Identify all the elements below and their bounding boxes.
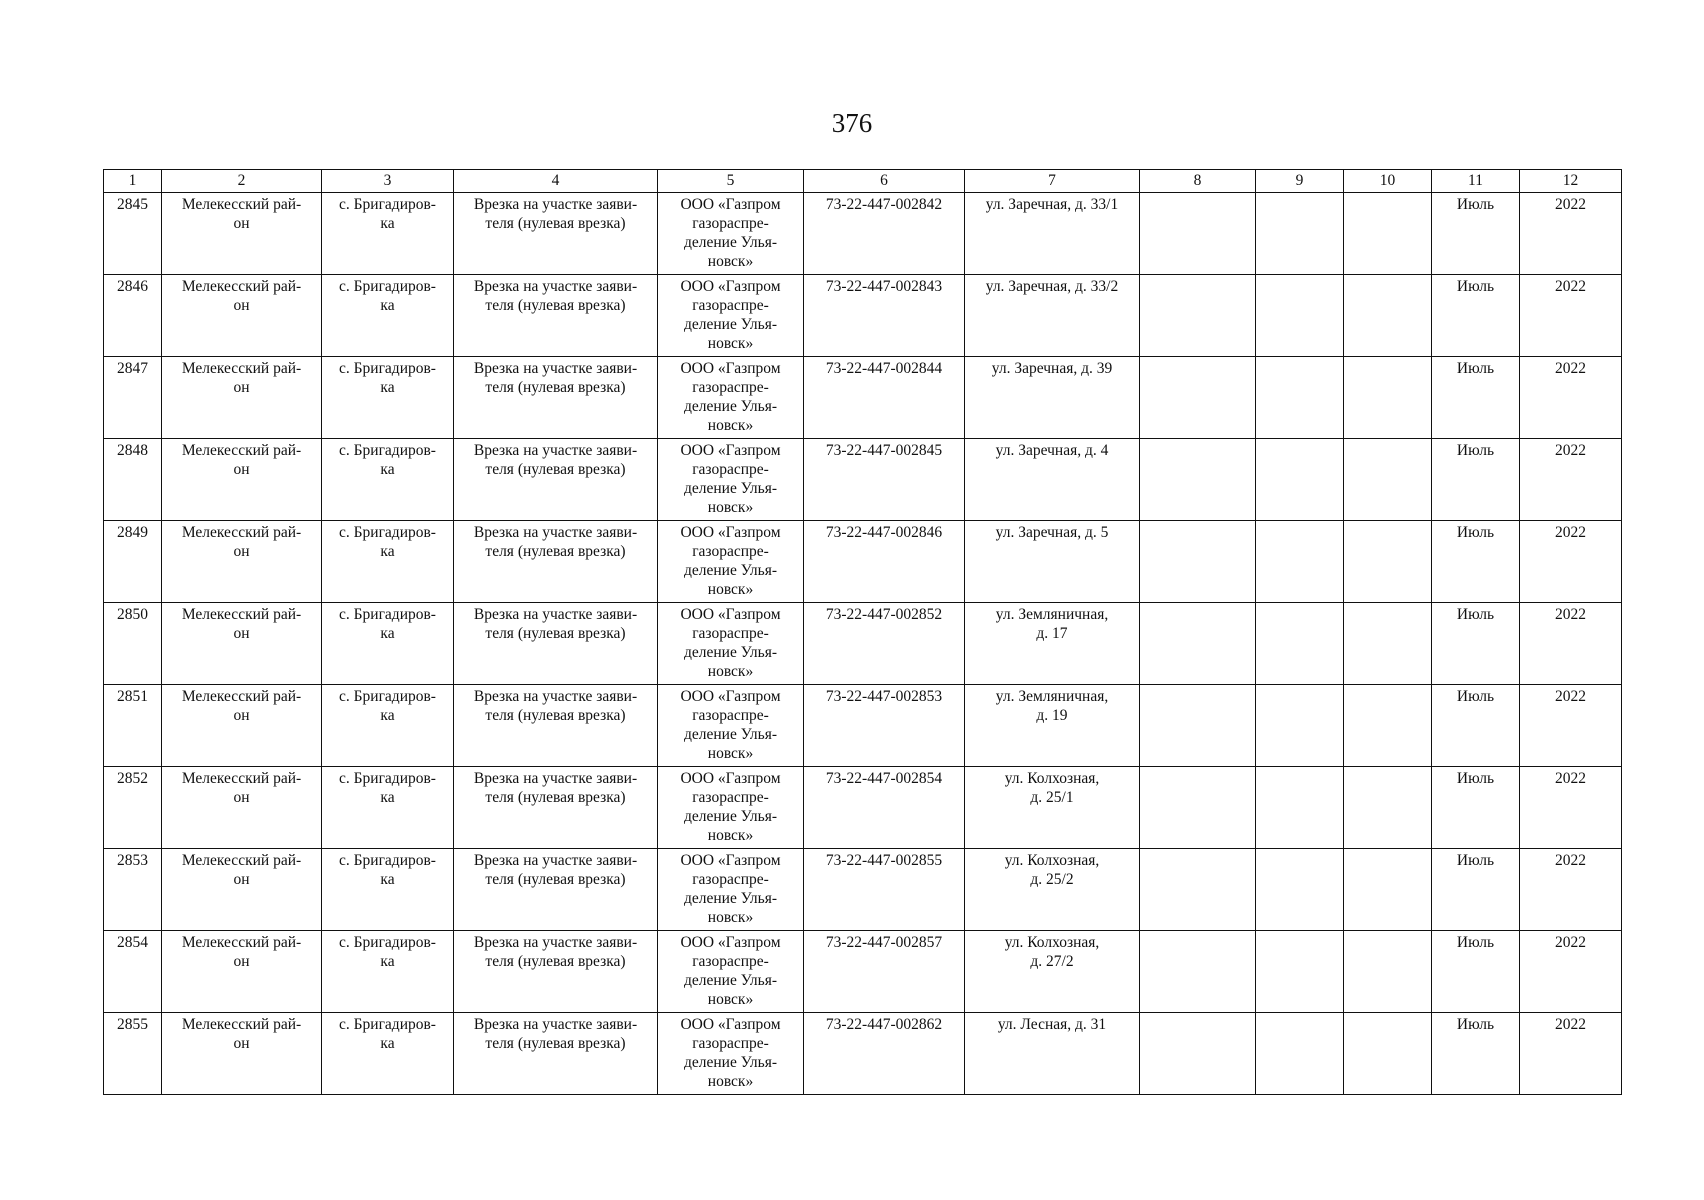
settlement-cell: с. Бригадиров- ка [322,439,454,521]
work-type-cell: Врезка на участке заяви- теля (нулевая врезка) [454,931,658,1013]
column-header: 12 [1520,170,1622,193]
column-10-cell [1344,685,1432,767]
column-header: 6 [804,170,965,193]
address-cell: ул. Земляничная, д. 17 [965,603,1140,685]
column-8-cell [1140,767,1256,849]
object-code-cell: 73-22-447-002843 [804,275,965,357]
district-cell: Мелекесский рай- он [162,439,322,521]
organization-cell: ООО «Газпром газораспре- деление Улья- новск» [658,357,804,439]
column-8-cell [1140,849,1256,931]
work-type-cell: Врезка на участке заяви- теля (нулевая врезка) [454,603,658,685]
column-8-cell [1140,931,1256,1013]
row-number: 2847 [104,357,162,439]
address-cell: ул. Заречная, д. 39 [965,357,1140,439]
district-cell: Мелекесский рай- он [162,1013,322,1095]
row-number: 2852 [104,767,162,849]
address-cell: ул. Колхозная, д. 27/2 [965,931,1140,1013]
column-8-cell [1140,1013,1256,1095]
column-10-cell [1344,193,1432,275]
month-cell: Июль [1432,275,1520,357]
table-row [104,193,1622,275]
work-type-cell: Врезка на участке заяви- теля (нулевая врезка) [454,357,658,439]
table-row [104,603,1622,685]
object-code-cell: 73-22-447-002842 [804,193,965,275]
year-cell: 2022 [1520,849,1622,931]
row-number: 2849 [104,521,162,603]
district-cell: Мелекесский рай- он [162,931,322,1013]
table-row [104,849,1622,931]
organization-cell: ООО «Газпром газораспре- деление Улья- новск» [658,685,804,767]
column-header: 3 [322,170,454,193]
district-cell: Мелекесский рай- он [162,603,322,685]
month-cell: Июль [1432,767,1520,849]
settlement-cell: с. Бригадиров- ка [322,603,454,685]
table-row [104,521,1622,603]
column-9-cell [1256,849,1344,931]
row-number: 2855 [104,1013,162,1095]
settlement-cell: с. Бригадиров- ка [322,849,454,931]
organization-cell: ООО «Газпром газораспре- деление Улья- новск» [658,439,804,521]
column-9-cell [1256,603,1344,685]
column-9-cell [1256,439,1344,521]
address-cell: ул. Заречная, д. 33/1 [965,193,1140,275]
column-8-cell [1140,603,1256,685]
object-code-cell: 73-22-447-002857 [804,931,965,1013]
settlement-cell: с. Бригадиров- ка [322,357,454,439]
object-code-cell: 73-22-447-002862 [804,1013,965,1095]
address-cell: ул. Лесная, д. 31 [965,1013,1140,1095]
organization-cell: ООО «Газпром газораспре- деление Улья- новск» [658,193,804,275]
work-type-cell: Врезка на участке заяви- теля (нулевая врезка) [454,849,658,931]
object-code-cell: 73-22-447-002853 [804,685,965,767]
row-number: 2848 [104,439,162,521]
month-cell: Июль [1432,357,1520,439]
address-cell: ул. Земляничная, д. 19 [965,685,1140,767]
column-8-cell [1140,521,1256,603]
year-cell: 2022 [1520,685,1622,767]
work-type-cell: Врезка на участке заяви- теля (нулевая врезка) [454,521,658,603]
month-cell: Июль [1432,521,1520,603]
column-10-cell [1344,521,1432,603]
district-cell: Мелекесский рай- он [162,521,322,603]
column-9-cell [1256,193,1344,275]
year-cell: 2022 [1520,439,1622,521]
column-number-row [104,170,1622,193]
table-body [104,193,1622,1095]
row-number: 2854 [104,931,162,1013]
column-10-cell [1344,849,1432,931]
column-header: 10 [1344,170,1432,193]
table-row [104,357,1622,439]
column-8-cell [1140,439,1256,521]
object-code-cell: 73-22-447-002846 [804,521,965,603]
table-row [104,767,1622,849]
column-9-cell [1256,357,1344,439]
settlement-cell: с. Бригадиров- ка [322,275,454,357]
address-cell: ул. Заречная, д. 5 [965,521,1140,603]
settlement-cell: с. Бригадиров- ка [322,767,454,849]
district-cell: Мелекесский рай- он [162,193,322,275]
register-table [103,169,1622,1095]
column-header: 1 [104,170,162,193]
month-cell: Июль [1432,1013,1520,1095]
column-10-cell [1344,931,1432,1013]
page-number: 376 [831,108,873,138]
row-number: 2853 [104,849,162,931]
year-cell: 2022 [1520,193,1622,275]
address-cell: ул. Заречная, д. 4 [965,439,1140,521]
year-cell: 2022 [1520,931,1622,1013]
column-9-cell [1256,931,1344,1013]
month-cell: Июль [1432,193,1520,275]
column-8-cell [1140,193,1256,275]
district-cell: Мелекесский рай- он [162,275,322,357]
year-cell: 2022 [1520,767,1622,849]
work-type-cell: Врезка на участке заяви- теля (нулевая врезка) [454,1013,658,1095]
table-row [104,439,1622,521]
column-9-cell [1256,767,1344,849]
work-type-cell: Врезка на участке заяви- теля (нулевая врезка) [454,275,658,357]
row-number: 2850 [104,603,162,685]
column-9-cell [1256,521,1344,603]
column-header: 4 [454,170,658,193]
year-cell: 2022 [1520,521,1622,603]
column-8-cell [1140,685,1256,767]
column-10-cell [1344,357,1432,439]
year-cell: 2022 [1520,357,1622,439]
column-8-cell [1140,275,1256,357]
organization-cell: ООО «Газпром газораспре- деление Улья- новск» [658,931,804,1013]
month-cell: Июль [1432,603,1520,685]
column-10-cell [1344,767,1432,849]
table-row [104,931,1622,1013]
settlement-cell: с. Бригадиров- ка [322,521,454,603]
organization-cell: ООО «Газпром газораспре- деление Улья- новск» [658,767,804,849]
column-header: 9 [1256,170,1344,193]
year-cell: 2022 [1520,603,1622,685]
month-cell: Июль [1432,685,1520,767]
organization-cell: ООО «Газпром газораспре- деление Улья- новск» [658,521,804,603]
column-header: 7 [965,170,1140,193]
organization-cell: ООО «Газпром газораспре- деление Улья- новск» [658,1013,804,1095]
district-cell: Мелекесский рай- он [162,849,322,931]
work-type-cell: Врезка на участке заяви- теля (нулевая врезка) [454,767,658,849]
table-row [104,685,1622,767]
object-code-cell: 73-22-447-002855 [804,849,965,931]
column-9-cell [1256,1013,1344,1095]
column-10-cell [1344,275,1432,357]
column-header: 11 [1432,170,1520,193]
settlement-cell: с. Бригадиров- ка [322,931,454,1013]
year-cell: 2022 [1520,1013,1622,1095]
table-row [104,1013,1622,1095]
district-cell: Мелекесский рай- он [162,685,322,767]
month-cell: Июль [1432,439,1520,521]
organization-cell: ООО «Газпром газораспре- деление Улья- новск» [658,849,804,931]
address-cell: ул. Колхозная, д. 25/2 [965,849,1140,931]
row-number: 2845 [104,193,162,275]
column-8-cell [1140,357,1256,439]
column-10-cell [1344,603,1432,685]
object-code-cell: 73-22-447-002845 [804,439,965,521]
organization-cell: ООО «Газпром газораспре- деление Улья- новск» [658,603,804,685]
organization-cell: ООО «Газпром газораспре- деление Улья- новск» [658,275,804,357]
column-header: 2 [162,170,322,193]
work-type-cell: Врезка на участке заяви- теля (нулевая врезка) [454,685,658,767]
column-header: 5 [658,170,804,193]
address-cell: ул. Заречная, д. 33/2 [965,275,1140,357]
month-cell: Июль [1432,931,1520,1013]
settlement-cell: с. Бригадиров- ка [322,193,454,275]
address-cell: ул. Колхозная, д. 25/1 [965,767,1140,849]
column-10-cell [1344,1013,1432,1095]
row-number: 2846 [104,275,162,357]
month-cell: Июль [1432,849,1520,931]
district-cell: Мелекесский рай- он [162,357,322,439]
table-row [104,275,1622,357]
district-cell: Мелекесский рай- он [162,767,322,849]
settlement-cell: с. Бригадиров- ка [322,1013,454,1095]
work-type-cell: Врезка на участке заяви- теля (нулевая врезка) [454,439,658,521]
row-number: 2851 [104,685,162,767]
settlement-cell: с. Бригадиров- ка [322,685,454,767]
work-type-cell: Врезка на участке заяви- теля (нулевая врезка) [454,193,658,275]
object-code-cell: 73-22-447-002854 [804,767,965,849]
column-10-cell [1344,439,1432,521]
year-cell: 2022 [1520,275,1622,357]
object-code-cell: 73-22-447-002844 [804,357,965,439]
column-header: 8 [1140,170,1256,193]
object-code-cell: 73-22-447-002852 [804,603,965,685]
column-9-cell [1256,275,1344,357]
column-9-cell [1256,685,1344,767]
